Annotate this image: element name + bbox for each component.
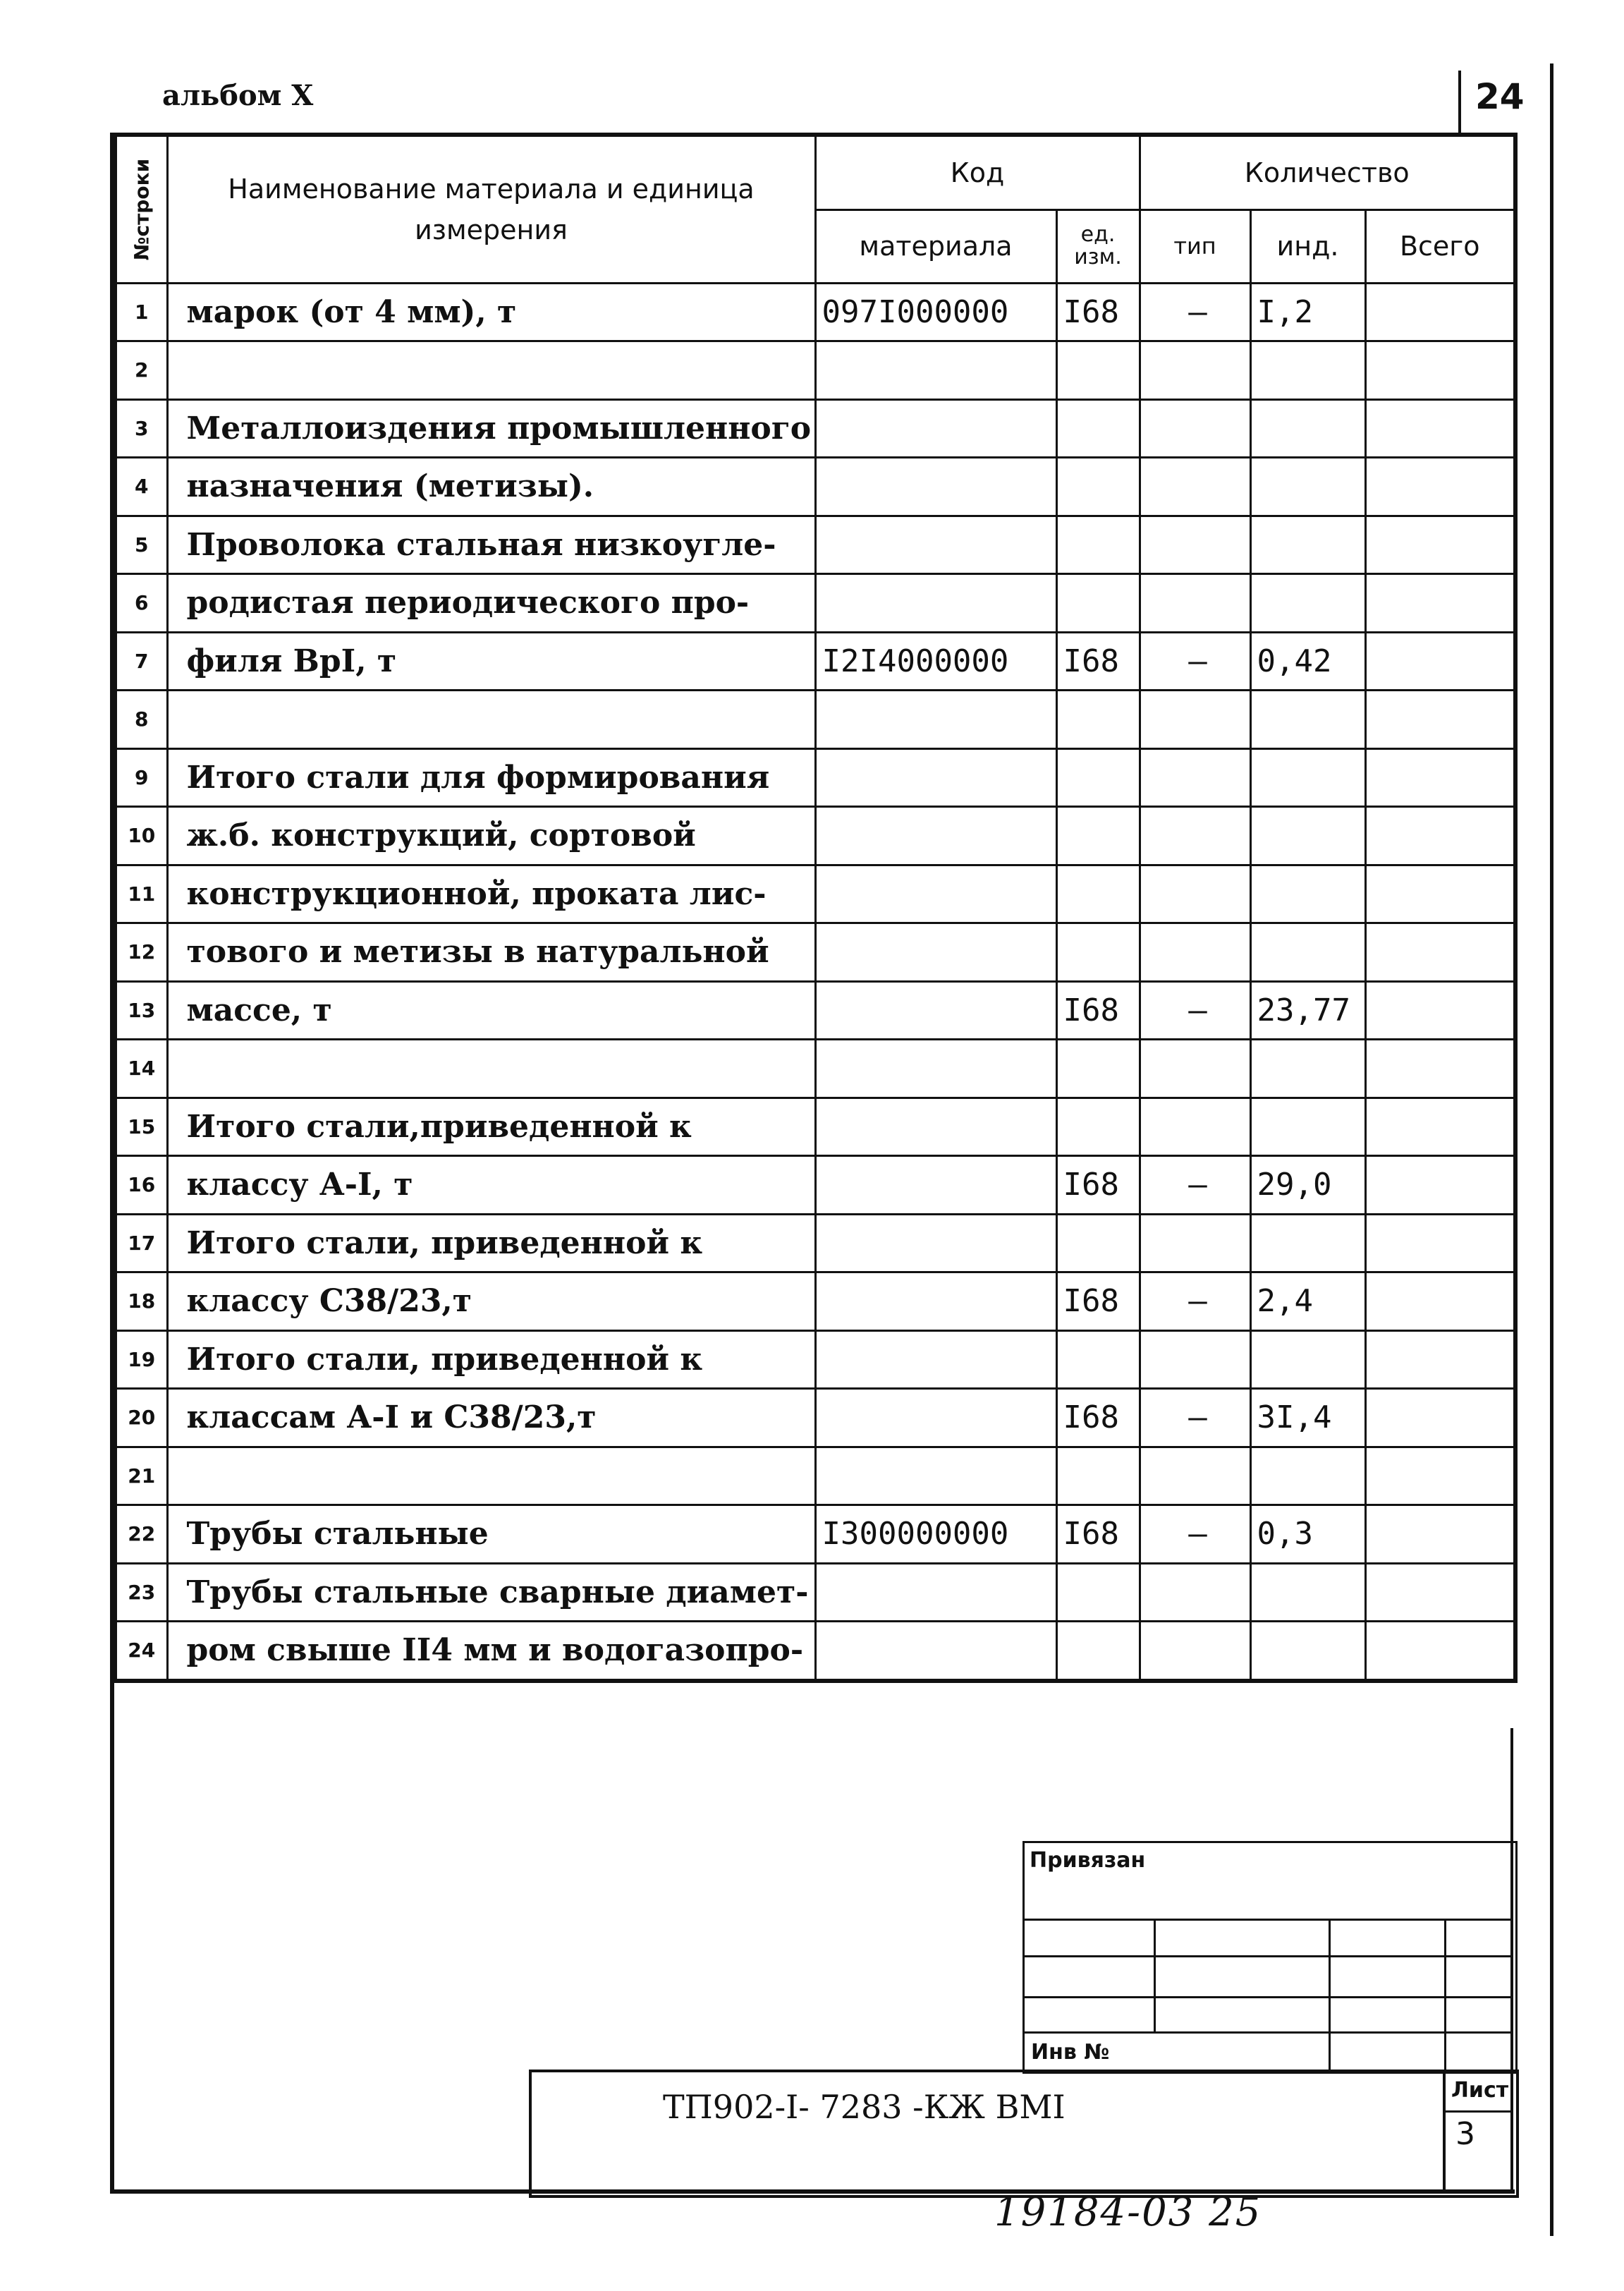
qty-ind-cell: 0,3 xyxy=(1250,1505,1365,1564)
unit-code-cell xyxy=(1056,1563,1140,1622)
qty-type-cell: – xyxy=(1140,1389,1250,1447)
row-number: 5 xyxy=(115,516,167,574)
qty-total-cell xyxy=(1365,1156,1515,1215)
qty-total-cell xyxy=(1365,923,1515,982)
material-code-cell xyxy=(815,1330,1056,1389)
table-row xyxy=(115,865,1515,923)
row-number: 1 xyxy=(115,283,167,341)
row-number: 18 xyxy=(115,1272,167,1331)
stamp-row-line-1 xyxy=(1022,1919,1513,1921)
table-row xyxy=(115,399,1515,458)
material-name-cell: тового и метизы в натуральной xyxy=(167,923,815,982)
qty-ind-cell: 3I,4 xyxy=(1250,1389,1365,1447)
material-code-cell xyxy=(815,1098,1056,1156)
qty-type-cell xyxy=(1140,341,1250,400)
material-name-cell: Итого стали, приведенной к xyxy=(167,1214,815,1272)
material-code-cell xyxy=(815,807,1056,865)
qty-type-cell xyxy=(1140,1447,1250,1505)
table-row xyxy=(115,1098,1515,1156)
material-code-cell xyxy=(815,865,1056,923)
qty-ind-cell xyxy=(1250,1447,1365,1505)
unit-code-cell xyxy=(1056,865,1140,923)
qty-total-cell xyxy=(1365,981,1515,1040)
name-header: Наименование материала и единица измерения xyxy=(167,135,815,283)
material-code-cell xyxy=(815,458,1056,516)
table-row xyxy=(115,807,1515,865)
qty-total-cell xyxy=(1365,574,1515,633)
row-number: 14 xyxy=(115,1040,167,1098)
stamp-row-line-3 xyxy=(1022,1996,1513,1998)
qty-ind-cell xyxy=(1250,458,1365,516)
material-name-cell: филя ВрI, т xyxy=(167,632,815,691)
qty-total-cell xyxy=(1365,807,1515,865)
material-code-cell xyxy=(815,748,1056,807)
qty-total-cell xyxy=(1365,1040,1515,1098)
table-row xyxy=(115,516,1515,574)
unit-code-cell xyxy=(1056,1330,1140,1389)
document-code: ТП902-I- 7283 -КЖ ВМI xyxy=(663,2088,1066,2126)
unit-code-cell xyxy=(1056,691,1140,749)
qty-ind-cell xyxy=(1250,341,1365,400)
material-name-cell: родистая периодического про- xyxy=(167,574,815,633)
qty-ind-cell xyxy=(1250,574,1365,633)
qty-type-cell xyxy=(1140,399,1250,458)
material-name-cell: ж.б. конструкций, сортовой xyxy=(167,807,815,865)
qty-total-cell xyxy=(1365,283,1515,341)
qty-total-cell xyxy=(1365,341,1515,400)
privyazan-block xyxy=(1022,1841,1518,2074)
code-material-header: материала xyxy=(815,209,1056,283)
stamp-col-line-2 xyxy=(1329,1919,1331,2070)
qty-total-cell xyxy=(1365,748,1515,807)
material-code-cell xyxy=(815,923,1056,982)
row-number: 13 xyxy=(115,981,167,1040)
rownum-header: №строки xyxy=(115,135,167,283)
material-code-cell xyxy=(815,399,1056,458)
material-name-cell: классам А-I и С38/23,т xyxy=(167,1389,815,1447)
qty-total-cell xyxy=(1365,632,1515,691)
qty-ind-cell xyxy=(1250,1098,1365,1156)
qty-ind-cell: 23,77 xyxy=(1250,981,1365,1040)
unit-code-cell xyxy=(1056,1040,1140,1098)
material-code-cell xyxy=(815,1214,1056,1272)
qty-total-cell xyxy=(1365,399,1515,458)
material-code-cell xyxy=(815,341,1056,400)
unit-code-cell xyxy=(1056,1447,1140,1505)
qty-ind-cell xyxy=(1250,807,1365,865)
qty-ind-cell: 0,42 xyxy=(1250,632,1365,691)
row-number: 24 xyxy=(115,1622,167,1681)
qty-total-cell xyxy=(1365,1214,1515,1272)
row-number: 19 xyxy=(115,1330,167,1389)
qty-total-cell xyxy=(1365,1563,1515,1622)
row-number: 12 xyxy=(115,923,167,982)
material-name-cell xyxy=(167,1447,815,1505)
stamp-col-line-1 xyxy=(1154,1919,1156,2031)
qty-ind-cell xyxy=(1250,1040,1365,1098)
qty-total-cell xyxy=(1365,1622,1515,1681)
row-number: 8 xyxy=(115,691,167,749)
qty-type-cell xyxy=(1140,923,1250,982)
handwritten-number: 19184-03 25 xyxy=(994,2189,1262,2235)
qty-ind-cell xyxy=(1250,865,1365,923)
qty-total-cell xyxy=(1365,516,1515,574)
material-code-cell xyxy=(815,1622,1056,1681)
row-number: 11 xyxy=(115,865,167,923)
unit-code-cell xyxy=(1056,1098,1140,1156)
qty-total-cell xyxy=(1365,1505,1515,1564)
table-row xyxy=(115,1040,1515,1098)
material-code-cell: I2I4000000 xyxy=(815,632,1056,691)
material-name-cell: назначения (метизы). xyxy=(167,458,815,516)
unit-code-cell xyxy=(1056,458,1140,516)
qty-type-cell: – xyxy=(1140,283,1250,341)
material-code-cell xyxy=(815,691,1056,749)
sheet-label: Лист xyxy=(1451,2078,1509,2103)
unit-code-cell: I68 xyxy=(1056,283,1140,341)
qty-type-header: тип xyxy=(1140,209,1250,283)
qty-type-cell xyxy=(1140,807,1250,865)
material-code-cell xyxy=(815,574,1056,633)
unit-code-cell xyxy=(1056,516,1140,574)
unit-code-cell xyxy=(1056,1214,1140,1272)
material-code-cell xyxy=(815,1272,1056,1331)
material-name-cell: Итого стали,приведенной к xyxy=(167,1098,815,1156)
qty-total-cell xyxy=(1365,1389,1515,1447)
privyazan-label: Привязан xyxy=(1030,1848,1146,1873)
material-name-cell: Трубы стальные xyxy=(167,1505,815,1564)
material-code-cell xyxy=(815,1040,1056,1098)
unit-code-cell xyxy=(1056,748,1140,807)
table-row xyxy=(115,748,1515,807)
qty-ind-header: инд. xyxy=(1250,209,1365,283)
unit-code-cell: I68 xyxy=(1056,1505,1140,1564)
unit-code-cell: I68 xyxy=(1056,632,1140,691)
table-row xyxy=(115,691,1515,749)
table-row xyxy=(115,458,1515,516)
table-row xyxy=(115,1505,1515,1564)
qty-type-cell xyxy=(1140,1622,1250,1681)
unit-code-cell xyxy=(1056,341,1140,400)
qty-total-header: Всего xyxy=(1365,209,1515,283)
table-row xyxy=(115,341,1515,400)
quantity-header: Количество xyxy=(1140,135,1515,209)
material-code-cell xyxy=(815,1447,1056,1505)
qty-type-cell: – xyxy=(1140,1272,1250,1331)
qty-ind-cell xyxy=(1250,516,1365,574)
table-row xyxy=(115,1447,1515,1505)
qty-ind-cell xyxy=(1250,1330,1365,1389)
table-row xyxy=(115,632,1515,691)
qty-ind-cell xyxy=(1250,1563,1365,1622)
qty-total-cell xyxy=(1365,1098,1515,1156)
unit-code-cell xyxy=(1056,807,1140,865)
row-number: 15 xyxy=(115,1098,167,1156)
row-number: 17 xyxy=(115,1214,167,1272)
qty-total-cell xyxy=(1365,1447,1515,1505)
qty-total-cell xyxy=(1365,865,1515,923)
qty-ind-cell xyxy=(1250,1214,1365,1272)
table-row xyxy=(115,1622,1515,1681)
table-row xyxy=(115,1156,1515,1215)
row-number: 6 xyxy=(115,574,167,633)
qty-ind-cell xyxy=(1250,399,1365,458)
stamp-col-line-3 xyxy=(1444,1919,1446,2070)
unit-code-cell xyxy=(1056,923,1140,982)
table-body xyxy=(115,283,1515,1681)
material-code-cell xyxy=(815,1389,1056,1447)
material-name-cell xyxy=(167,1040,815,1098)
code-unit-header: ед. изм. xyxy=(1056,209,1140,283)
sheet-label-line xyxy=(1443,2110,1513,2113)
code-header: Код xyxy=(815,135,1140,209)
qty-total-cell xyxy=(1365,458,1515,516)
qty-type-cell xyxy=(1140,458,1250,516)
material-name-cell: Трубы стальные сварные диамет- xyxy=(167,1563,815,1622)
qty-type-cell: – xyxy=(1140,1505,1250,1564)
page-number-divider xyxy=(1458,71,1461,133)
qty-total-cell xyxy=(1365,691,1515,749)
material-name-cell: Итого стали для формирования xyxy=(167,748,815,807)
unit-code-cell: I68 xyxy=(1056,1272,1140,1331)
material-code-cell xyxy=(815,1156,1056,1215)
row-number: 22 xyxy=(115,1505,167,1564)
row-number: 9 xyxy=(115,748,167,807)
row-number: 20 xyxy=(115,1389,167,1447)
material-name-cell: Металлоиздения промышленного xyxy=(167,399,815,458)
table-row xyxy=(115,1389,1515,1447)
qty-type-cell xyxy=(1140,1098,1250,1156)
row-number: 10 xyxy=(115,807,167,865)
qty-ind-cell xyxy=(1250,1622,1365,1681)
qty-type-cell xyxy=(1140,691,1250,749)
stamp-row-line-2 xyxy=(1022,1955,1513,1957)
table-row xyxy=(115,574,1515,633)
row-number: 4 xyxy=(115,458,167,516)
table-row xyxy=(115,923,1515,982)
qty-type-cell xyxy=(1140,1330,1250,1389)
table-row xyxy=(115,1272,1515,1331)
qty-type-cell xyxy=(1140,574,1250,633)
unit-code-cell xyxy=(1056,574,1140,633)
qty-ind-cell: 29,0 xyxy=(1250,1156,1365,1215)
right-frame-line xyxy=(1550,63,1553,2236)
qty-type-cell: – xyxy=(1140,1156,1250,1215)
material-code-cell: 097I000000 xyxy=(815,283,1056,341)
table-row xyxy=(115,283,1515,341)
sheet-divider xyxy=(1443,2070,1446,2192)
row-number: 7 xyxy=(115,632,167,691)
table-row xyxy=(115,981,1515,1040)
qty-type-cell xyxy=(1140,516,1250,574)
row-number: 3 xyxy=(115,399,167,458)
material-code-cell xyxy=(815,516,1056,574)
stamp-row-line-4 xyxy=(1022,2031,1513,2034)
materials-table xyxy=(113,133,1518,1683)
album-label: альбом X xyxy=(162,79,314,112)
material-name-cell: ром свыше II4 мм и водогазопро- xyxy=(167,1622,815,1681)
qty-type-cell xyxy=(1140,865,1250,923)
unit-code-cell xyxy=(1056,399,1140,458)
material-name-cell xyxy=(167,691,815,749)
material-name-cell: классу А-I, т xyxy=(167,1156,815,1215)
material-name-cell: конструкционной, проката лис- xyxy=(167,865,815,923)
row-number: 16 xyxy=(115,1156,167,1215)
qty-type-cell xyxy=(1140,748,1250,807)
material-name-cell: массе, т xyxy=(167,981,815,1040)
sheet-number: 3 xyxy=(1455,2116,1475,2152)
qty-ind-cell: 2,4 xyxy=(1250,1272,1365,1331)
material-code-cell: I300000000 xyxy=(815,1505,1056,1564)
qty-ind-cell xyxy=(1250,748,1365,807)
material-name-cell: Итого стали, приведенной к xyxy=(167,1330,815,1389)
row-number: 23 xyxy=(115,1563,167,1622)
material-code-cell xyxy=(815,981,1056,1040)
material-name-cell: классу С38/23,т xyxy=(167,1272,815,1331)
qty-type-cell xyxy=(1140,1214,1250,1272)
qty-type-cell xyxy=(1140,1040,1250,1098)
table-row xyxy=(115,1214,1515,1272)
row-number: 21 xyxy=(115,1447,167,1505)
qty-type-cell: – xyxy=(1140,632,1250,691)
qty-type-cell xyxy=(1140,1563,1250,1622)
inv-no-label: Инв № xyxy=(1031,2040,1110,2065)
material-name-cell xyxy=(167,341,815,400)
qty-total-cell xyxy=(1365,1272,1515,1331)
material-code-cell xyxy=(815,1563,1056,1622)
qty-ind-cell xyxy=(1250,923,1365,982)
qty-type-cell: – xyxy=(1140,981,1250,1040)
unit-code-cell: I68 xyxy=(1056,1389,1140,1447)
unit-code-cell: I68 xyxy=(1056,1156,1140,1215)
unit-code-cell: I68 xyxy=(1056,981,1140,1040)
row-number: 2 xyxy=(115,341,167,400)
material-name-cell: Проволока стальная низкоугле- xyxy=(167,516,815,574)
qty-total-cell xyxy=(1365,1330,1515,1389)
table-row xyxy=(115,1563,1515,1622)
unit-code-cell xyxy=(1056,1622,1140,1681)
page-number: 24 xyxy=(1475,76,1525,117)
qty-ind-cell xyxy=(1250,691,1365,749)
material-name-cell: марок (от 4 мм), т xyxy=(167,283,815,341)
table-row xyxy=(115,1330,1515,1389)
qty-ind-cell: I,2 xyxy=(1250,283,1365,341)
